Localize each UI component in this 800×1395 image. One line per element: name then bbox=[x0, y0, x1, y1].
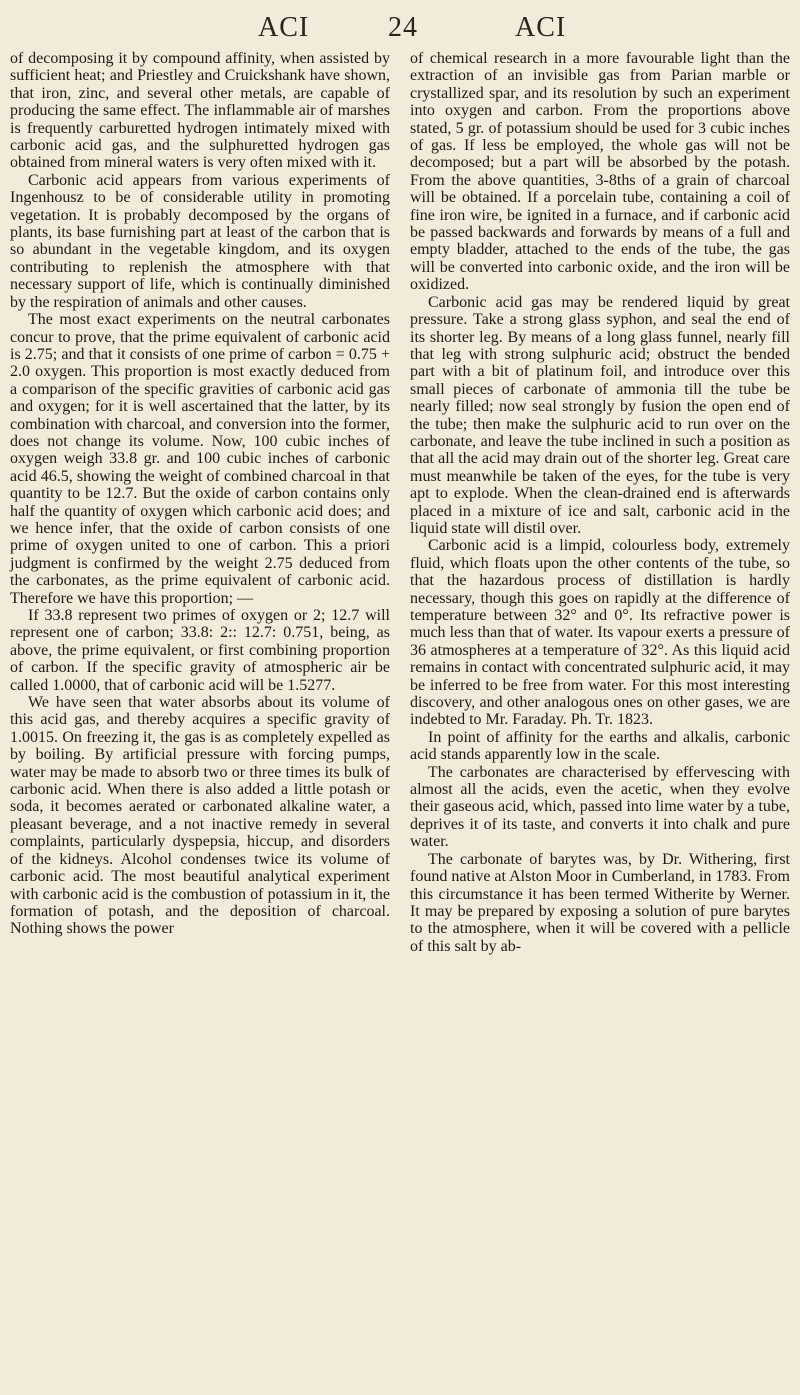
header-right-word: ACI bbox=[515, 12, 567, 43]
paragraph: If 33.8 represent two primes of oxygen or 2; 12.7 will represent one of carbon; 33.8: 2:: 12.7: 0.751, being, as above, the prime equivalent, or first combining proportion of carbon. If the specific gravity of atmospheric air be called 1.0000, that of carbonic acid will be 1.5277. bbox=[10, 607, 390, 694]
paragraph-continued: of chemical research in a more favourable light than the extraction of an invisible gas from Parian marble or crystallized spar, and its resolution by such an experiment into oxygen and carbon. From the proportions above stated, 5 gr. of potassium should be used for 3 cubic inches of gas. If less be employed, the whole gas will not be decomposed; but a part will be absorbed by the potash. From the above quantities, 3-8ths of a grain of charcoal will be obtained. If a porcelain tube, containing a coil of fine iron wire, be ignited in a furnace, and if carbonic acid be passed backwards and forwards by means of a full and empty bladder, attached to the ends of the tube, the gas will be converted into carbonic oxide, and the iron will be oxidized. bbox=[410, 50, 790, 294]
paragraph: The carbonates are characterised by effervescing with almost all the acids, even the acetic, when they evolve their gaseous acid, which, passed into lime water by a tube, deprives it of its taste, and converts it into chalk and pure water. bbox=[410, 763, 790, 851]
page-number: 24 bbox=[388, 12, 418, 43]
paragraph: The carbonate of barytes was, by Dr. Withering, first found native at Alston Moor in Cumberland, in 1783. From this circumstance it has been termed Witherite by Werner. It may be prepared by exposing a solution of pure barytes to the atmosphere, when it will be covered with a pellicle of this salt by ab- bbox=[410, 850, 790, 955]
left-column bbox=[10, 50, 390, 955]
paragraph: Carbonic acid is a limpid, colourless body, extremely fluid, which floats upon the other contents of the tube, so that the hazardous process of distillation is hardly necessary, though this goes on rapidly at the difference of temperature between 32° and 0°. Its refractive power is much less than that of water. Its vapour exerts a pressure of 36 atmospheres at a temperature of 32°. As this liquid acid remains in contact with concentrated sulphuric acid, it may be inferred to be free from water. For this most interesting discovery, and other analogous ones on other gases, we are indebted to Mr. Faraday. Ph. Tr. 1823. bbox=[410, 537, 790, 729]
paragraph: The most exact experiments on the neutral carbonates concur to prove, that the prime equivalent of carbonic acid is 2.75; and that it consists of one prime of carbon = 0.75 + 2.0 oxygen. This proportion is most exactly deduced from a comparison of the specific gravities of carbonic acid gas and oxygen; for it is well ascertained that the latter, by its combination with charcoal, and conversion into the former, does not change its volume. Now, 100 cubic inches of oxygen weigh 33.8 gr. and 100 cubic inches of carbonic acid 46.5, showing the weight of combined charcoal in that quantity to be 12.7. But the oxide of carbon contains only half the quantity of oxygen which carbonic acid does; and we hence infer, that the oxide of carbon consists of one prime of oxygen united to one of carbon. This a priori judgment is confirmed by the weight 2.75 deduced from the carbonates, as the prime equivalent of carbonic acid. Therefore we have this proportion; — bbox=[10, 311, 390, 607]
paragraph-continued: of decomposing it by compound affinity, when assisted by sufficient heat; and Priestley and Cruickshank have shown, that iron, zinc, and several other metals, are capable of producing the same effect. The inflammable air of marshes is frequently carburetted hydrogen intimately mixed with carbonic acid gas, and the sulphuretted hydrogen gas obtained from mineral waters is very often mixed with it. bbox=[10, 50, 390, 172]
running-header bbox=[10, 6, 790, 50]
paragraph: Carbonic acid appears from various experiments of Ingenhousz to be of considerable utility in promoting vegetation. It is probably decomposed by the organs of plants, its base furnishing part at least of the carbon that is so abundant in the vegetable kingdom, and its oxygen contributing to replenish the atmosphere with that necessary support of life, which is continually diminished by the respiration of animals and other causes. bbox=[10, 171, 390, 311]
text-columns bbox=[10, 50, 790, 955]
paragraph: Carbonic acid gas may be rendered liquid by great pressure. Take a strong glass syphon, and seal the end of its shorter leg. By means of a long glass funnel, nearly fill that leg with strong sulphuric acid; obstruct the bended part with a bit of platinum foil, and introduce over this small pieces of carbonate of ammonia till the tube be nearly filled; now seal strongly by fusion the open end of the tube; then make the sulphuric acid to run over on the carbonate, and leave the tube inclined in such a position as that all the acid may drain out of the shorter leg. Great care must meanwhile be taken of the eyes, for the tube is very apt to explode. When the clean-drained end is afterwards placed in a mixture of ice and salt, carbonic acid in the liquid state will distil over. bbox=[410, 293, 790, 537]
paragraph: We have seen that water absorbs about its volume of this acid gas, and thereby acquires a specific gravity of 1.0015. On freezing it, the gas is as completely expelled as by boiling. By artificial pressure with forcing pumps, water may be made to absorb two or three times its bulk of carbonic acid. When there is also added a little potash or soda, it becomes aerated or carbonated alkaline water, a pleasant beverage, and a not inactive remedy in several complaints, particularly dyspepsia, hiccup, and disorders of the kidneys. Alcohol condenses twice its volume of carbonic acid. The most beautiful analytical experiment with carbonic acid is the combustion of potassium in it, the formation of potash, and the deposition of charcoal. Nothing shows the power bbox=[10, 694, 390, 938]
paragraph: In point of affinity for the earths and alkalis, carbonic acid stands apparently low in the scale. bbox=[410, 728, 790, 764]
header-left-word: ACI bbox=[258, 12, 310, 43]
right-column bbox=[410, 50, 790, 955]
